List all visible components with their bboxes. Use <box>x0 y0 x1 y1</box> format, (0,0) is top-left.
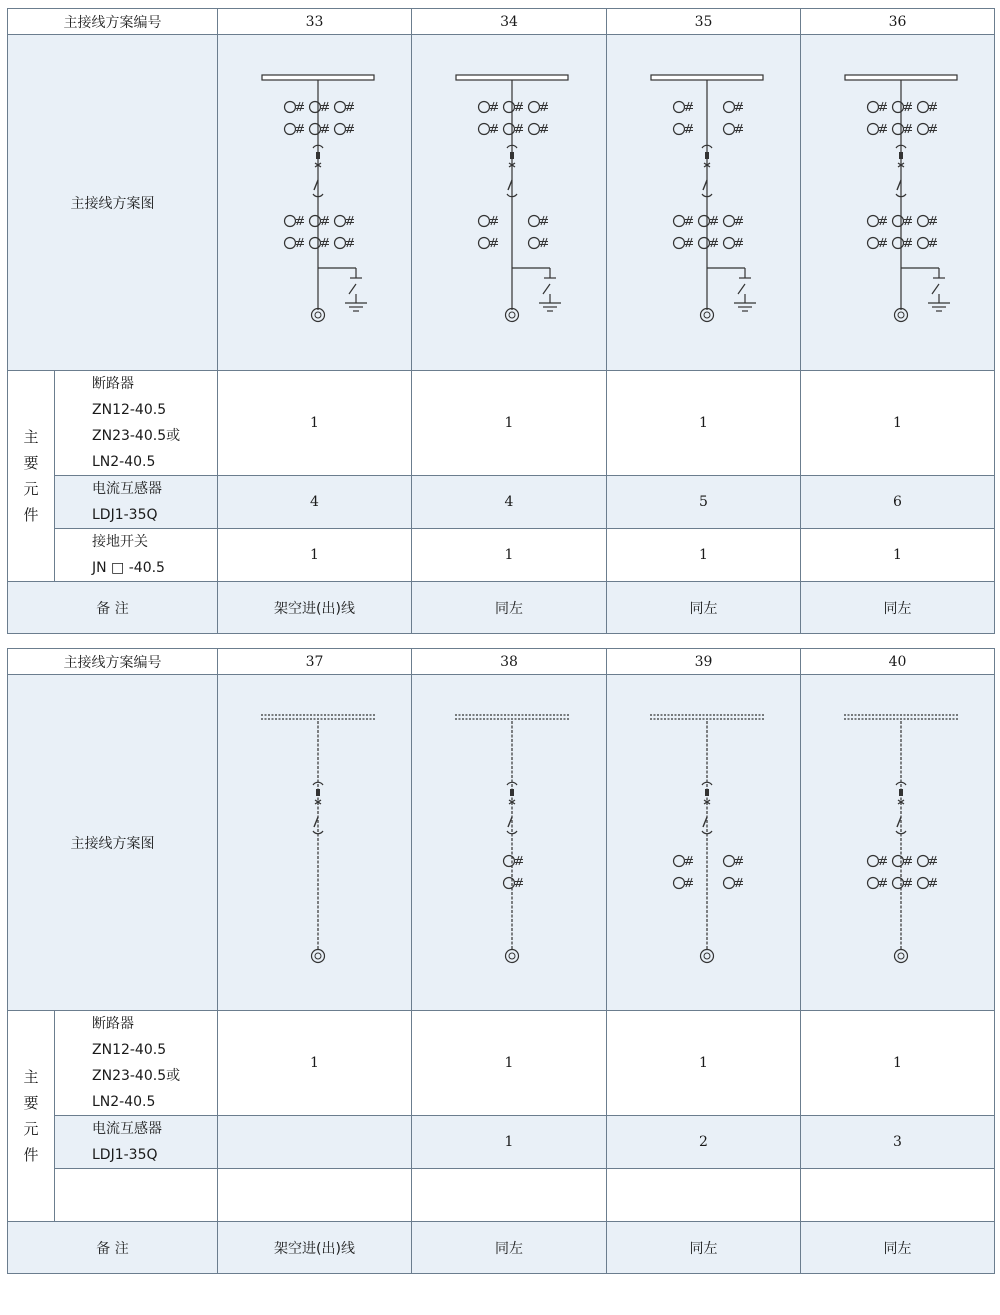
component-name <box>54 371 217 475</box>
component-qty <box>800 1169 994 1221</box>
current-transformer-icon <box>724 215 744 226</box>
wiring-diagram-38 <box>411 675 606 1010</box>
remark: 同左 <box>800 1222 994 1273</box>
current-transformer-icon <box>724 855 744 866</box>
component-qty: 4 <box>411 476 606 528</box>
remark: 同左 <box>800 582 994 633</box>
current-transformer-icon <box>893 237 913 248</box>
remark: 架空进(出)线 <box>217 1222 411 1273</box>
current-transformer-icon <box>479 237 499 248</box>
current-transformer-icon <box>868 101 888 112</box>
header-label: 主接线方案编号 <box>63 654 162 671</box>
current-transformer-icon <box>868 215 888 226</box>
current-transformer-icon <box>310 237 330 248</box>
component-line: 断路器 <box>92 376 134 392</box>
current-transformer-icon <box>868 877 888 888</box>
cable-terminal-icon <box>312 949 325 962</box>
current-transformer-icon <box>674 877 694 888</box>
current-transformer-icon <box>285 237 305 248</box>
current-transformer-icon <box>310 101 330 112</box>
wiring-diagram-svg <box>218 35 411 371</box>
component-line: 断路器 <box>92 1016 134 1032</box>
current-transformer-icon <box>285 123 305 134</box>
current-transformer-icon <box>310 215 330 226</box>
component-line: ZN12-40.5 <box>92 1042 167 1058</box>
scheme-number: 36 <box>800 9 994 34</box>
vlabel-char: 件 <box>23 1146 39 1164</box>
wiring-diagram-34 <box>411 35 606 370</box>
current-transformer-icon <box>504 855 524 866</box>
busbar-icon <box>844 715 958 719</box>
current-transformer-icon <box>893 101 913 112</box>
component-qty: 1 <box>411 1116 606 1168</box>
current-transformer-icon <box>529 215 549 226</box>
component-qty <box>411 1169 606 1221</box>
component-line: 电流互感器 <box>92 1121 162 1137</box>
diagram-label: 主接线方案图 <box>70 195 155 212</box>
scheme-number: 37 <box>217 649 411 674</box>
current-transformer-icon <box>893 215 913 226</box>
current-transformer-icon <box>918 855 938 866</box>
current-transformer-icon <box>285 101 305 112</box>
remark: 同左 <box>411 582 606 633</box>
cable-terminal-icon <box>506 308 519 321</box>
current-transformer-icon <box>918 877 938 888</box>
current-transformer-icon <box>335 215 355 226</box>
component-qty: 1 <box>800 371 994 475</box>
component-name <box>54 1011 217 1115</box>
remarks-label: 备 注 <box>96 600 129 617</box>
current-transformer-icon <box>479 123 499 134</box>
cable-terminal-icon <box>312 308 325 321</box>
component-qty: 6 <box>800 476 994 528</box>
vlabel-char: 件 <box>23 506 39 524</box>
busbar-icon <box>455 715 569 719</box>
component-qty: 1 <box>606 371 800 475</box>
component-qty: 4 <box>217 476 411 528</box>
component-line: LN2-40.5 <box>92 1094 156 1110</box>
wiring-diagram-svg <box>218 675 411 1011</box>
wiring-diagram-svg <box>801 35 994 371</box>
wiring-diagram-40 <box>800 675 994 1010</box>
wiring-diagram-svg <box>801 675 994 1011</box>
earthing-switch-icon <box>512 268 561 311</box>
cable-terminal-icon <box>895 949 908 962</box>
component-line: 电流互感器 <box>92 481 162 497</box>
cable-terminal-icon <box>895 308 908 321</box>
current-transformer-icon <box>479 101 499 112</box>
scheme-number: 40 <box>800 649 994 674</box>
component-qty: 1 <box>411 529 606 581</box>
component-name <box>54 1169 217 1221</box>
current-transformer-icon <box>674 101 694 112</box>
cable-terminal-icon <box>701 308 714 321</box>
current-transformer-icon <box>529 101 549 112</box>
component-line: LN2-40.5 <box>92 454 156 470</box>
remark: 同左 <box>606 582 800 633</box>
component-row-empty <box>54 1168 994 1221</box>
component-qty: 1 <box>606 529 800 581</box>
current-transformer-icon <box>699 215 719 226</box>
current-transformer-icon <box>724 101 744 112</box>
current-transformer-icon <box>868 855 888 866</box>
current-transformer-icon <box>724 877 744 888</box>
component-line: LDJ1-35Q <box>92 507 158 523</box>
header-row <box>8 9 994 34</box>
component-line: JN □ -40.5 <box>92 560 165 576</box>
wiring-diagram-35 <box>606 35 800 370</box>
scheme-table-2 <box>7 648 995 1274</box>
cable-terminal-icon <box>506 949 519 962</box>
scheme-table-1 <box>7 8 995 634</box>
wiring-diagram-svg <box>607 675 800 1011</box>
busbar-icon <box>845 75 957 80</box>
component-line: 接地开关 <box>92 534 148 550</box>
vlabel-char: 要 <box>23 1094 39 1112</box>
component-row-ct <box>54 1115 994 1168</box>
current-transformer-icon <box>335 237 355 248</box>
component-qty: 1 <box>217 529 411 581</box>
current-transformer-icon <box>674 237 694 248</box>
busbar-icon <box>262 75 374 80</box>
remarks-row <box>8 581 994 633</box>
component-qty <box>217 1169 411 1221</box>
current-transformer-icon <box>918 101 938 112</box>
remark: 同左 <box>606 1222 800 1273</box>
current-transformer-icon <box>285 215 305 226</box>
remarks-label: 备 注 <box>96 1240 129 1257</box>
component-qty: 1 <box>411 371 606 475</box>
current-transformer-icon <box>724 237 744 248</box>
component-qty: 1 <box>411 1011 606 1115</box>
wiring-diagram-36 <box>800 35 994 370</box>
scheme-number: 35 <box>606 9 800 34</box>
current-transformer-icon <box>918 123 938 134</box>
remark: 架空进(出)线 <box>217 582 411 633</box>
current-transformer-icon <box>504 123 524 134</box>
current-transformer-icon <box>674 123 694 134</box>
current-transformer-icon <box>893 855 913 866</box>
component-qty <box>606 1169 800 1221</box>
component-row-breaker <box>8 1010 994 1115</box>
component-qty: 1 <box>606 1011 800 1115</box>
component-line: ZN12-40.5 <box>92 402 167 418</box>
current-transformer-icon <box>674 215 694 226</box>
component-name <box>54 529 217 581</box>
current-transformer-icon <box>674 855 694 866</box>
component-line: LDJ1-35Q <box>92 1147 158 1163</box>
current-transformer-icon <box>893 123 913 134</box>
component-qty: 1 <box>800 1011 994 1115</box>
busbar-icon <box>261 715 375 719</box>
current-transformer-icon <box>918 215 938 226</box>
wiring-diagram-svg <box>607 35 800 371</box>
component-name <box>54 476 217 528</box>
component-qty: 5 <box>606 476 800 528</box>
current-transformer-icon <box>893 877 913 888</box>
earthing-switch-icon <box>707 268 756 311</box>
vlabel-char: 要 <box>23 454 39 472</box>
current-transformer-icon <box>868 123 888 134</box>
component-qty: 1 <box>800 529 994 581</box>
current-transformer-icon <box>504 101 524 112</box>
vlabel-char: 元 <box>23 480 39 498</box>
component-name <box>54 1116 217 1168</box>
wiring-diagram-39 <box>606 675 800 1010</box>
remark: 同左 <box>411 1222 606 1273</box>
busbar-icon <box>456 75 568 80</box>
current-transformer-icon <box>504 877 524 888</box>
component-qty: 1 <box>217 371 411 475</box>
current-transformer-icon <box>335 123 355 134</box>
busbar-icon <box>651 75 763 80</box>
cable-terminal-icon <box>701 949 714 962</box>
header-row <box>8 649 994 674</box>
component-qty: 3 <box>800 1116 994 1168</box>
scheme-number: 39 <box>606 649 800 674</box>
wiring-diagram-33 <box>217 35 411 370</box>
vlabel-char: 元 <box>23 1120 39 1138</box>
component-row-breaker <box>8 370 994 475</box>
component-qty: 2 <box>606 1116 800 1168</box>
busbar-icon <box>650 715 764 719</box>
scheme-number: 34 <box>411 9 606 34</box>
component-row-earthing <box>54 528 994 581</box>
component-line: ZN23-40.5或 <box>92 1068 181 1084</box>
component-line: ZN23-40.5或 <box>92 428 181 444</box>
current-transformer-icon <box>868 237 888 248</box>
current-transformer-icon <box>529 237 549 248</box>
current-transformer-icon <box>699 237 719 248</box>
component-qty: 1 <box>217 1011 411 1115</box>
wiring-diagram-svg <box>412 675 606 1011</box>
wiring-diagram-37 <box>217 675 411 1010</box>
scheme-number: 33 <box>217 9 411 34</box>
wiring-diagram-svg <box>412 35 606 371</box>
component-qty <box>217 1116 411 1168</box>
scheme-number: 38 <box>411 649 606 674</box>
current-transformer-icon <box>479 215 499 226</box>
vlabel-char: 主 <box>23 1068 39 1086</box>
current-transformer-icon <box>335 101 355 112</box>
current-transformer-icon <box>529 123 549 134</box>
component-row-ct <box>54 475 994 528</box>
remarks-row <box>8 1221 994 1273</box>
earthing-switch-icon <box>318 268 367 311</box>
current-transformer-icon <box>724 123 744 134</box>
current-transformer-icon <box>310 123 330 134</box>
diagram-row <box>8 674 994 1010</box>
earthing-switch-icon <box>901 268 950 311</box>
header-label: 主接线方案编号 <box>63 14 162 31</box>
current-transformer-icon <box>918 237 938 248</box>
vlabel-char: 主 <box>23 428 39 446</box>
diagram-row <box>8 34 994 370</box>
diagram-label: 主接线方案图 <box>70 835 155 852</box>
